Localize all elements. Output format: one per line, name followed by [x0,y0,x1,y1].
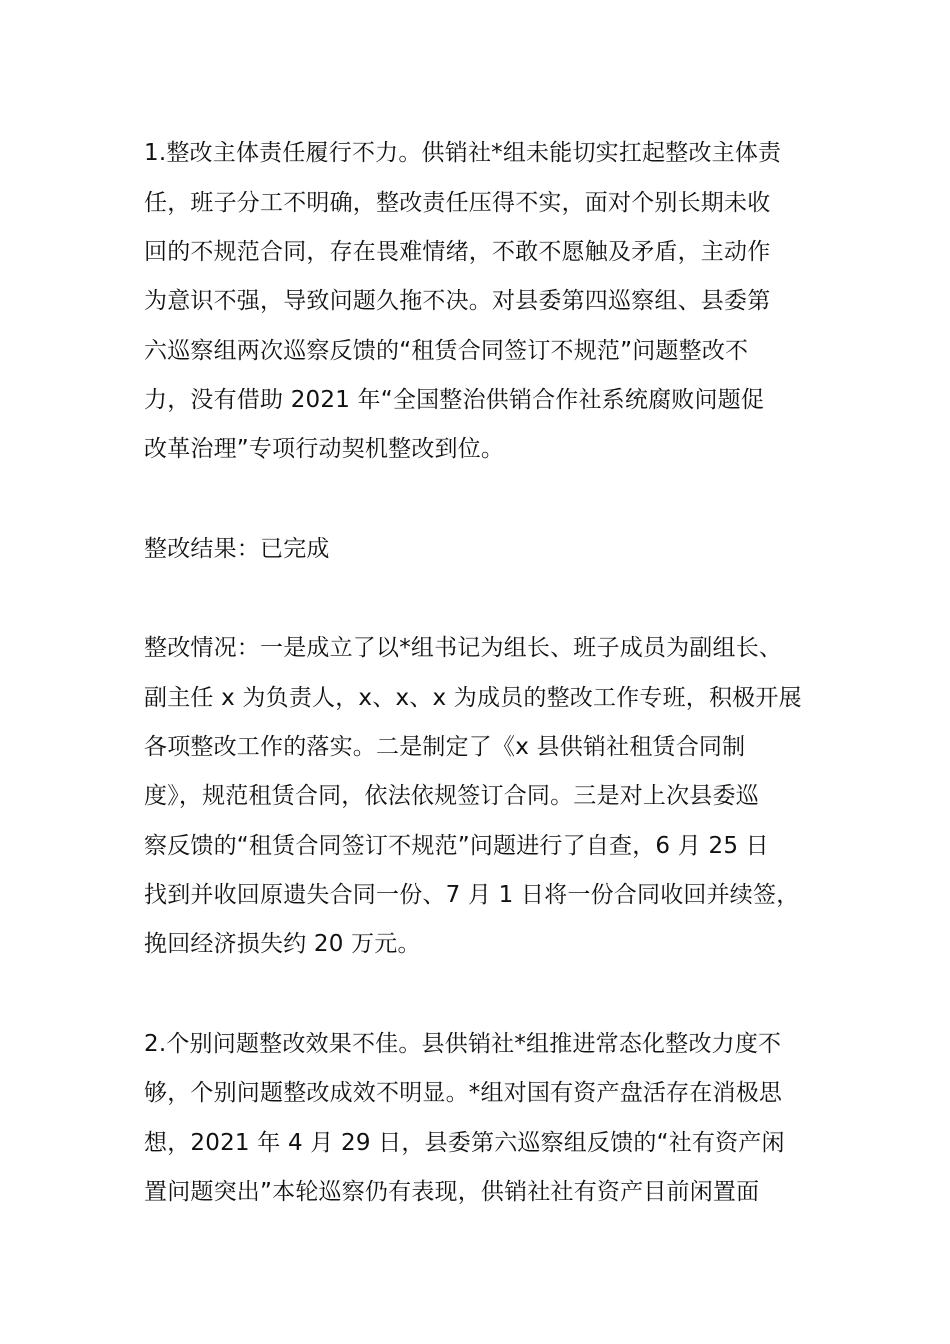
paragraph-1-line-1: 1.整改主体责任履行不力。供销社*组未能切实扛起整改主体责 [144,140,782,166]
paragraph-3-line-2: 副主任 x 为负责人，x、x、x 为成员的整改工作专班，积极开展 [144,685,802,711]
paragraph-3-line-6: 找到并收回原遗失合同一份、7 月 1 日将一份合同收回并续签， [144,882,800,908]
paragraph-1-line-3: 回的不规范合同，存在畏难情绪，不敢不愿触及矛盾，主动作 [144,239,771,265]
paragraph-3-line-4: 度》，规范租赁合同，依法依规签订合同。三是对上次县委巡 [144,783,759,809]
paragraph-4-line-2: 够，个别问题整改成效不明显。*组对国有资产盘活存在消极思 [144,1080,783,1106]
paragraph-3-line-3: 各项整改工作的落实。二是制定了《x 县供销社租赁合同制 [144,734,746,760]
paragraph-4-line-3: 想，2021 年 4 月 29 日，县委第六巡察组反馈的“社有资产闲 [144,1130,785,1156]
rectification-result: 整改结果：已完成 [144,536,330,562]
paragraph-3-line-5: 察反馈的“租赁合同签订不规范”问题进行了自查，6 月 25 日 [144,833,769,859]
paragraph-1-line-7: 改革治理”专项行动契机整改到位。 [144,436,505,462]
paragraph-4-line-1: 2.个别问题整改效果不佳。县供销社*组推进常态化整改力度不 [144,1031,782,1057]
paragraph-3-line-7: 挽回经济损失约 20 万元。 [144,931,421,957]
paragraph-1-line-6: 力，没有借助 2021 年“全国整治供销合作社系统腐败问题促 [144,387,765,413]
paragraph-1-line-5: 六巡察组两次巡察反馈的“租赁合同签订不规范”问题整改不 [144,338,749,364]
paragraph-3-line-1: 整改情况：一是成立了以*组书记为组长、班子成员为副组长、 [144,635,783,661]
paragraph-1-line-2: 任，班子分工不明确，整改责任压得不实，面对个别长期未收 [144,190,771,216]
paragraph-1-line-4: 为意识不强，导致问题久拖不决。对县委第四巡察组、县委第 [144,288,771,314]
paragraph-4-line-4: 置问题突出”本轮巡察仍有表现，供销社社有资产目前闲置面 [144,1179,760,1205]
